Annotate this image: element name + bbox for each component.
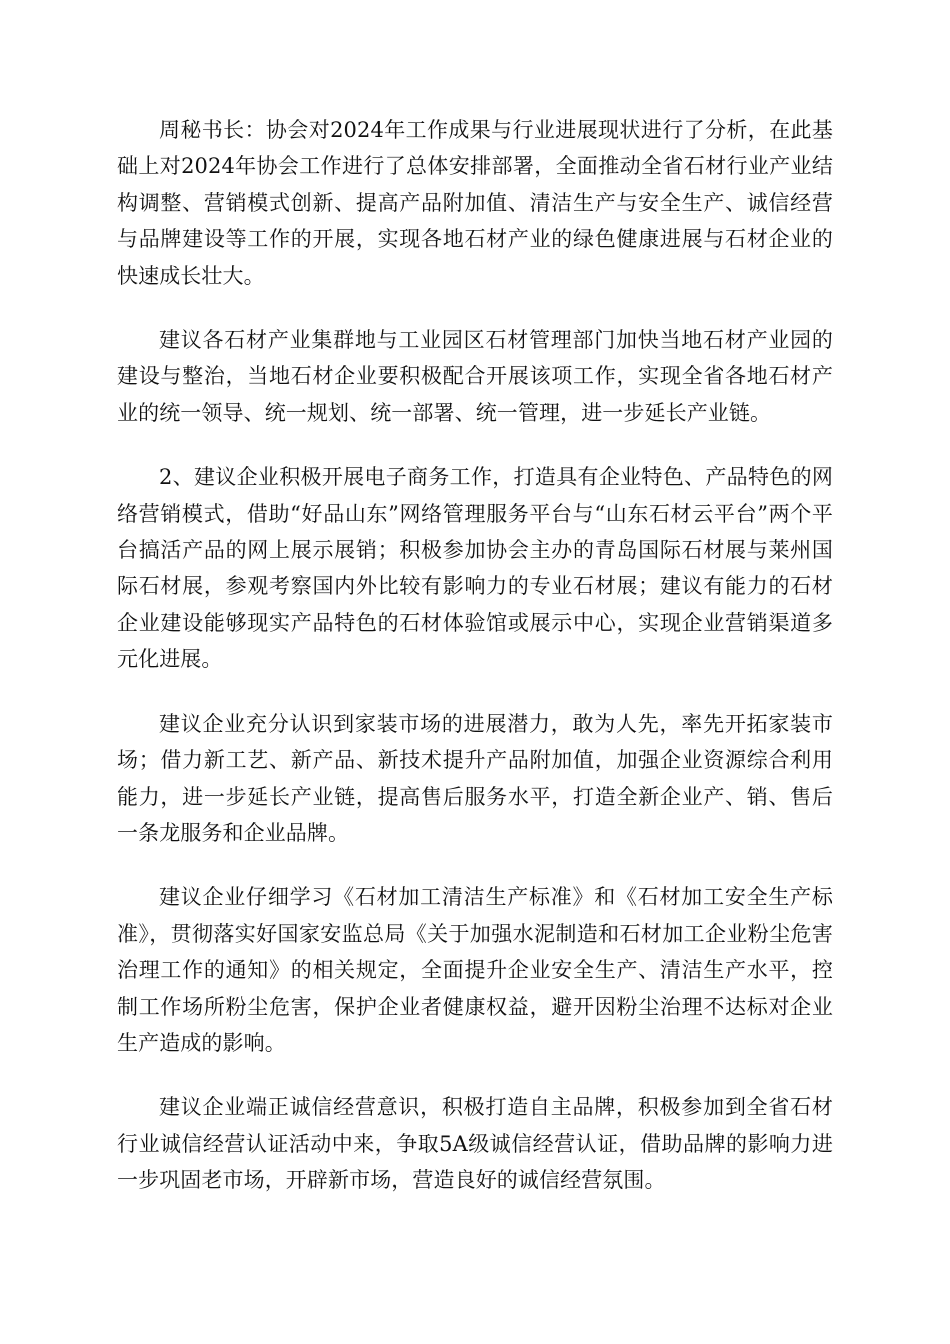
- paragraph-industrial-park-suggestion: 建议各石材产业集群地与工业园区石材管理部门加快当地石材产业园的建设与整治，当地石材企业要积极配合开展该项工作，实现全省各地石材产业的统一领导、统一规划、统一部署、统一管理，进一步延长产业链。: [117, 328, 833, 425]
- paragraph-home-decoration-market-suggestion: 建议企业充分认识到家装市场的进展潜力，敢为人先，率先开拓家装市场；借力新工艺、新产品、新技术提升产品附加值，加强企业资源综合利用能力，进一步延长产业链，提高售后服务水平，打造全新企业产、销、售后一条龙服务和企业品牌。: [117, 711, 833, 845]
- document-body: [117, 112, 833, 1199]
- paragraph-secretary-general-summary: 周秘书长：协会对2024年工作成果与行业进展现状进行了分析，在此基础上对2024年协会工作进行了总体安排部署，全面推动全省石材行业产业结构调整、营销模式创新、提高产品附加值、清洁生产与安全生产、诚信经营与品牌建设等工作的开展，实现各地石材产业的绿色健康进展与石材企业的快速成长壮大。: [117, 118, 833, 288]
- paragraph-e-commerce-suggestion: 2、建议企业积极开展电子商务工作，打造具有企业特色、产品特色的网络营销模式，借助“好品山东”网络管理服务平台与“山东石材云平台”两个平台搞活产品的网上展示展销；积极参加协会主办的青岛国际石材展与莱州国际石材展，参观考察国内外比较有影响力的专业石材展；建议有能力的石材企业建设能够现实产品特色的石材体验馆或展示中心，实现企业营销渠道多元化进展。: [117, 465, 833, 672]
- paragraph-clean-safe-production-suggestion: 建议企业仔细学习《石材加工清洁生产标准》和《石材加工安全生产标准》，贯彻落实好国家安监总局《关于加强水泥制造和石材加工企业粉尘危害治理工作的通知》的相关规定，全面提升企业安全生产、清洁生产水平，控制工作场所粉尘危害，保护企业者健康权益，避开因粉尘治理不达标对企业生产造成的影响。: [117, 885, 833, 1055]
- paragraph-integrity-brand-suggestion: 建议企业端正诚信经营意识，积极打造自主品牌，积极参加到全省石材行业诚信经营认证活动中来，争取5A级诚信经营认证，借助品牌的影响力进一步巩固老市场，开辟新市场，营造良好的诚信经营氛围。: [117, 1095, 833, 1193]
